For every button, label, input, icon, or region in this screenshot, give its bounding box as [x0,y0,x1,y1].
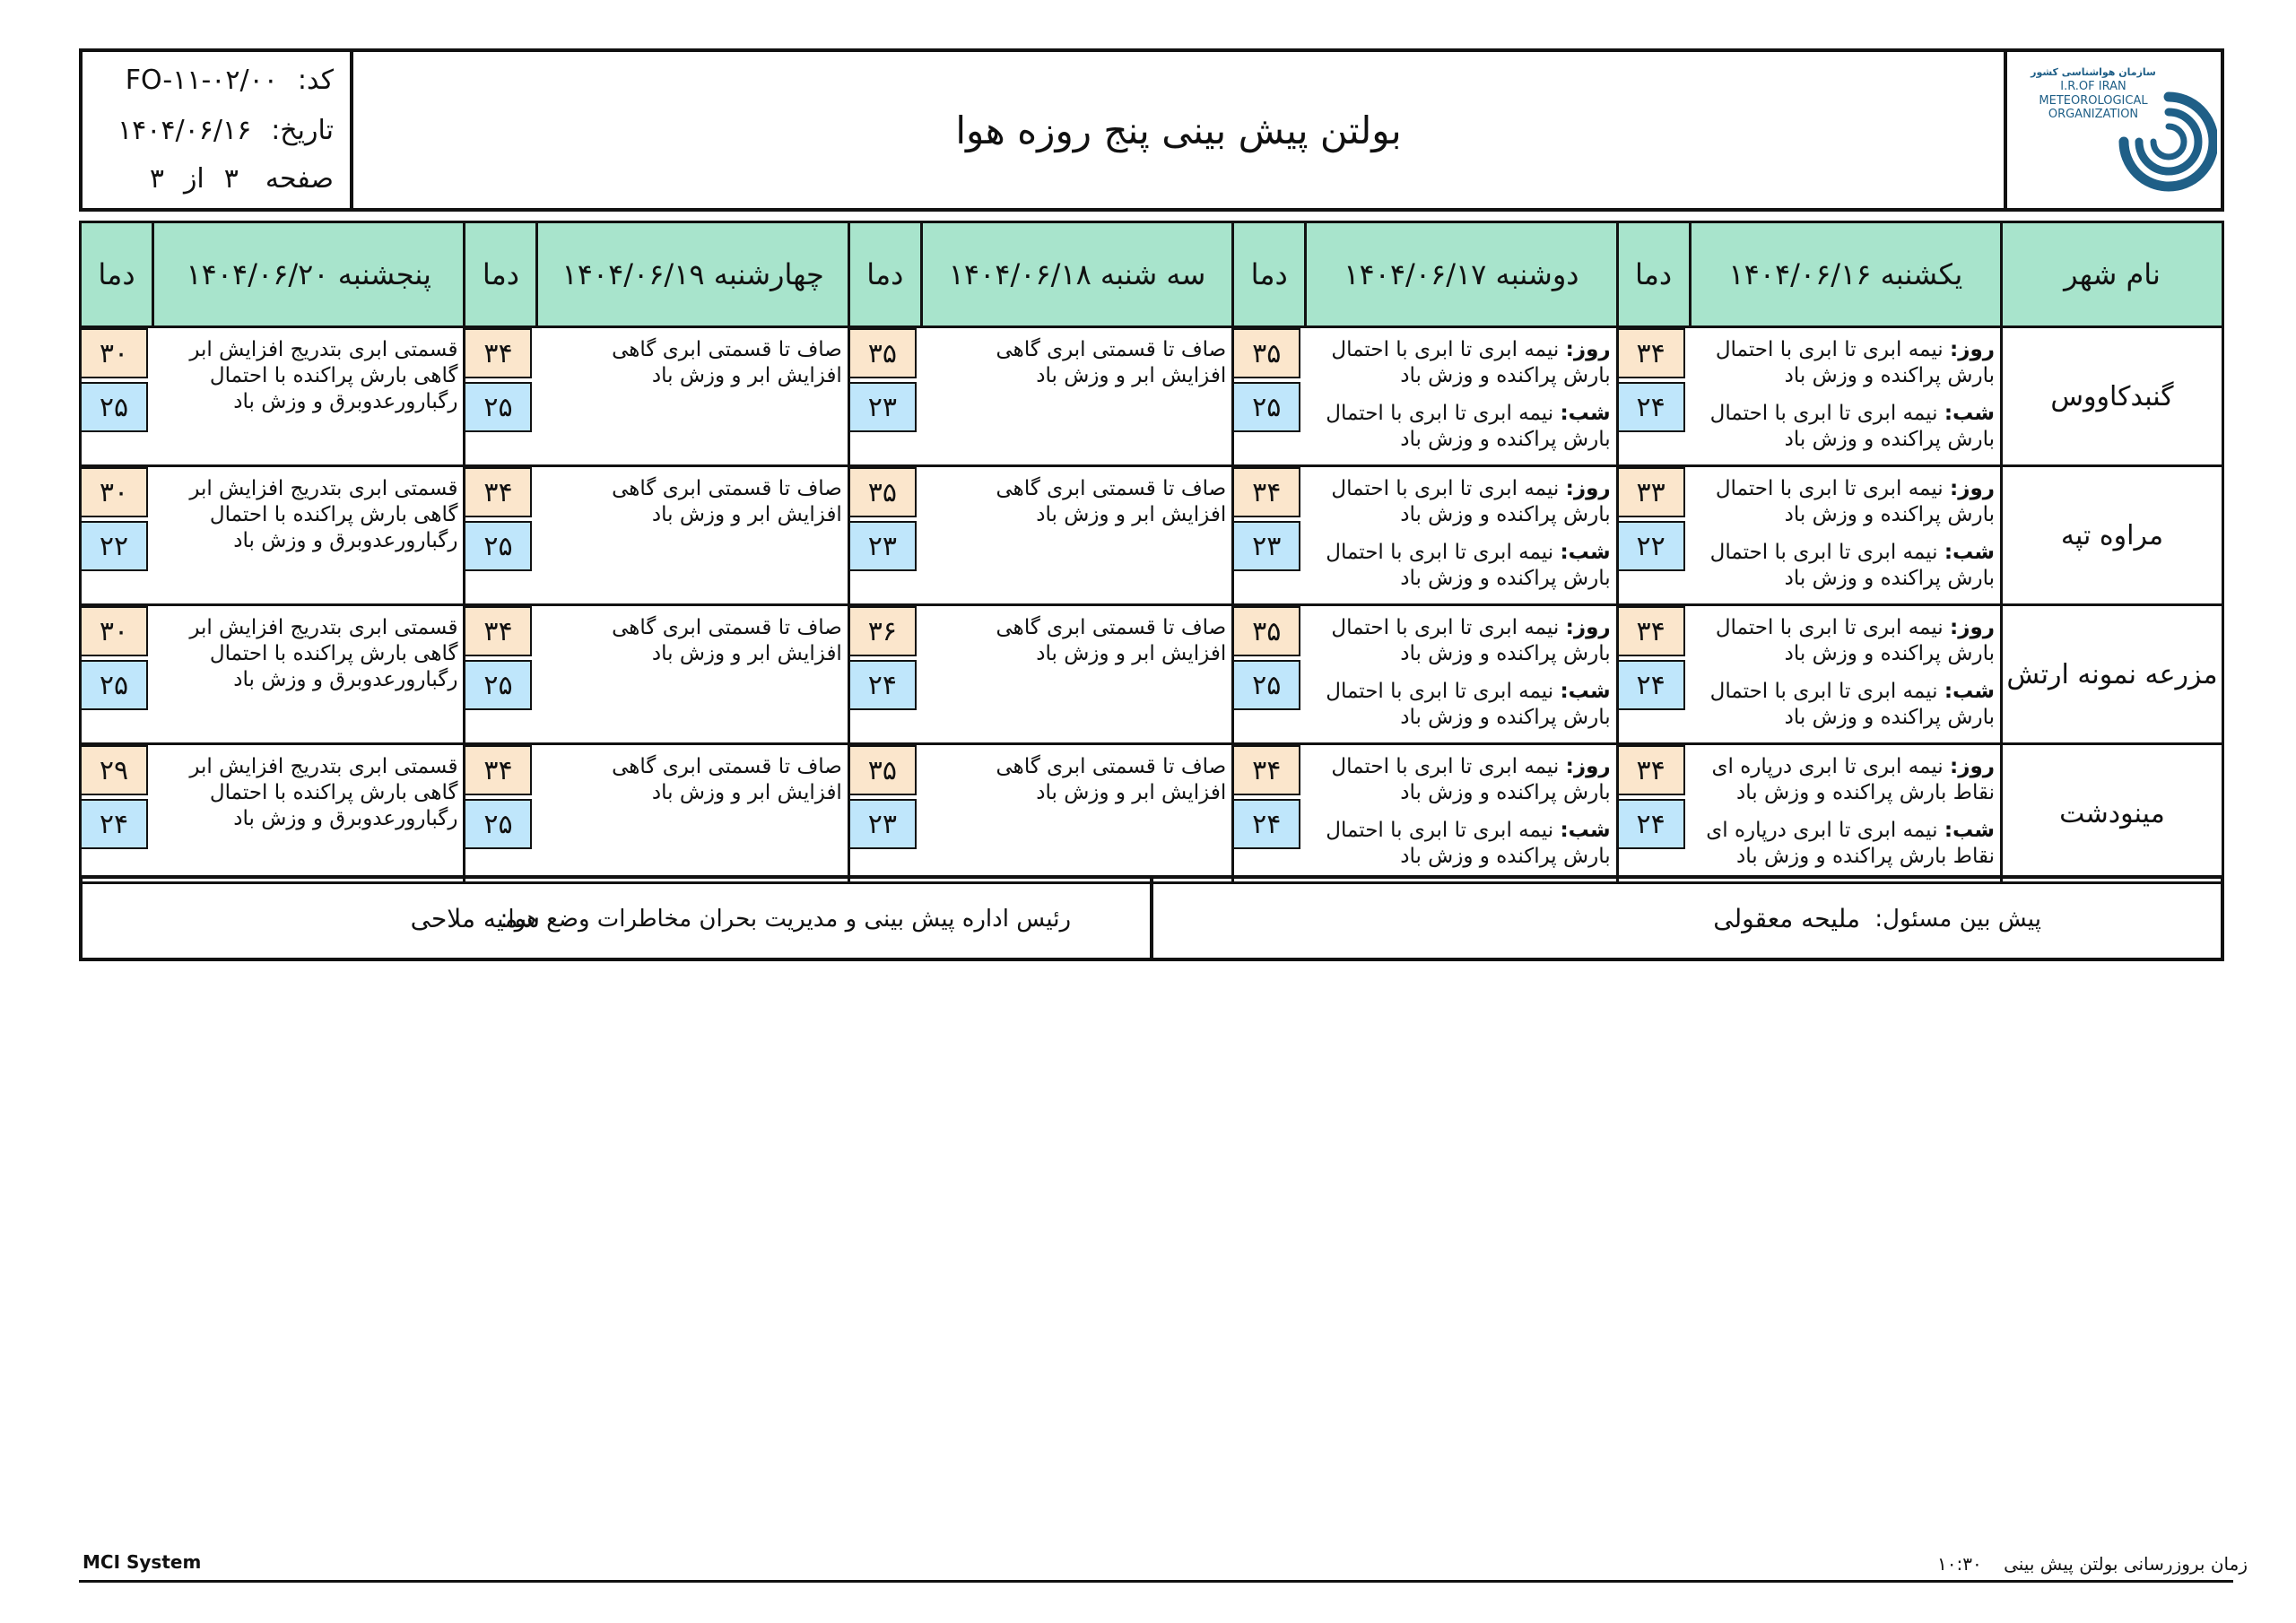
night-text: نیمه ابری تا ابری با احتمال بارش پراکنده و وزش باد [1326,819,1611,868]
forecast-description [537,466,848,605]
night-text: نیمه ابری تا ابری با احتمال بارش پراکنده و وزش باد [1326,541,1611,590]
forecast-text: قسمتی ابری بتدریج افزایش ابر گاهی بارش پراکنده با احتمال رگبارورعدوبرق و وزش باد [189,338,458,413]
forecast-text: صاف تا قسمتی ابری گاهی افزایش ابر و وزش باد [612,755,842,804]
night-label: شب: [1944,402,1995,425]
night-forecast [1311,401,1611,453]
update-time-note [1937,1553,2248,1575]
temperature-cell [1617,327,1690,466]
table-row [81,744,2223,883]
forecast-text: صاف تا قسمتی ابری گاهی افزایش ابر و وزش باد [996,616,1227,665]
max-temp: ۳۵ [850,467,917,517]
temp-header: دما [465,222,537,327]
temperature-cell [81,327,153,466]
min-temp: ۲۴ [850,660,917,710]
temperature-cell [1617,466,1690,605]
temperature-cell [848,605,921,744]
forecast-description [1690,605,2001,744]
day-text: نیمه ابری تا ابری با احتمال بارش پراکنده و وزش باد [1331,338,1611,387]
min-temp: ۲۵ [82,382,148,432]
temperature-cell [81,744,153,883]
max-temp: ۳۳ [1619,467,1685,517]
day-forecast [1311,476,1611,528]
chief-cell [83,879,1150,958]
forecast-description [153,744,465,883]
day-text: نیمه ابری تا ابری با احتمال بارش پراکنده و وزش باد [1715,616,1995,665]
day-header: چهارشنبه ۱۴۰۴/۰۶/۱۹ [537,222,848,327]
table-header-row [81,222,2223,327]
night-label: شب: [1944,680,1995,703]
max-temp: ۳۴ [1619,606,1685,656]
min-temp: ۲۳ [1234,521,1300,571]
max-temp: ۳۴ [465,467,532,517]
forecast-description [537,744,848,883]
temp-header: دما [81,222,153,327]
table-row [81,327,2223,466]
day-header: یکشنبه ۱۴۰۴/۰۶/۱۶ [1690,222,2001,327]
night-text: نیمه ابری تا ابری با احتمال بارش پراکنده و وزش باد [1709,402,1995,451]
forecast-text: صاف تا قسمتی ابری گاهی افزایش ابر و وزش باد [612,616,842,665]
logo-line1: I.R.OF IRAN [2060,80,2126,93]
table-row [81,466,2223,605]
forecaster-cell [1150,879,2221,958]
day-label: روز: [1950,755,1995,778]
min-temp: ۲۴ [82,799,148,849]
night-forecast [1311,540,1611,592]
day-label: روز: [1565,755,1611,778]
temperature-cell [465,744,537,883]
day-forecast [1311,615,1611,667]
temp-header: دما [1617,222,1690,327]
night-forecast [1311,679,1611,731]
temperature-cell [465,466,537,605]
day-text: نیمه ابری تا ابری با احتمال بارش پراکنده و وزش باد [1715,338,1995,387]
night-forecast [1695,401,1995,453]
logo-line2: METEOROLOGICAL [2039,94,2148,108]
page-label: صفحه [265,163,334,195]
temperature-cell [465,605,537,744]
page-title: بولتن پیش بینی پنج روزه هوا [955,108,1402,152]
update-label: زمان بروزرسانی بولتن پیش بینی [2004,1553,2248,1575]
page-total: ۳ [149,163,164,195]
day-header: سه شنبه ۱۴۰۴/۰۶/۱۸ [921,222,1232,327]
max-temp: ۳۴ [465,328,532,378]
max-temp: ۳۴ [465,745,532,795]
night-label: شب: [1944,819,1995,842]
temperature-cell [848,466,921,605]
forecast-description [1306,605,1617,744]
forecast-text: صاف تا قسمتی ابری گاهی افزایش ابر و وزش باد [996,755,1227,804]
update-time: ۱۰:۳۰ [1937,1553,1982,1575]
signature-box [79,875,2224,961]
min-temp: ۲۵ [82,660,148,710]
temperature-cell [81,466,153,605]
city-name: مراوه تپه [2002,466,2223,605]
forecast-description [537,327,848,466]
day-forecast [1695,615,1995,667]
temp-header: دما [848,222,921,327]
min-temp: ۲۲ [1619,521,1685,571]
forecast-description [1306,466,1617,605]
max-temp: ۳۴ [1619,328,1685,378]
day-forecast [1311,754,1611,806]
temperature-cell [848,744,921,883]
night-text: نیمه ابری تا ابری درپاره ای نقاط بارش پراکنده و وزش باد [1706,819,1995,868]
night-forecast [1695,679,1995,731]
forecast-text: قسمتی ابری بتدریج افزایش ابر گاهی بارش پراکنده با احتمال رگبارورعدوبرق و وزش باد [189,755,458,830]
max-temp: ۳۵ [1234,328,1300,378]
forecast-description [921,605,1232,744]
system-name: MCI System [83,1551,202,1573]
temperature-cell [81,605,153,744]
forecast-text: صاف تا قسمتی ابری گاهی افزایش ابر و وزش باد [996,338,1227,387]
forecast-description [153,327,465,466]
min-temp: ۲۵ [465,660,532,710]
forecast-description [1306,744,1617,883]
forecast-description [1690,327,2001,466]
page-number: ۳ [223,163,239,195]
max-temp: ۳۵ [850,745,917,795]
table-row [81,605,2223,744]
forecast-table [79,221,2224,884]
day-label: روز: [1565,616,1611,639]
day-forecast [1695,754,1995,806]
day-text: نیمه ابری تا ابری با احتمال بارش پراکنده و وزش باد [1331,616,1611,665]
forecast-description [921,327,1232,466]
forecaster-label: پیش بین مسئول: [1874,906,2041,933]
temperature-cell [1233,605,1306,744]
night-text: نیمه ابری تا ابری با احتمال بارش پراکنده و وزش باد [1326,680,1611,729]
night-label: شب: [1560,819,1611,842]
min-temp: ۲۴ [1619,799,1685,849]
night-forecast [1695,818,1995,870]
temperature-cell [1233,327,1306,466]
min-temp: ۲۴ [1619,660,1685,710]
max-temp: ۳۴ [1234,745,1300,795]
forecast-description [921,744,1232,883]
max-temp: ۳۰ [82,328,148,378]
irimo-logo-icon [2007,52,2217,208]
day-text: نیمه ابری تا ابری درپاره ای نقاط بارش پراکنده و وزش باد [1711,755,1995,804]
meta-date [117,115,334,146]
day-label: روز: [1565,338,1611,361]
min-temp: ۲۳ [850,521,917,571]
forecast-text: قسمتی ابری بتدریج افزایش ابر گاهی بارش پراکنده با احتمال رگبارورعدوبرق و وزش باد [189,477,458,552]
min-temp: ۲۳ [850,382,917,432]
forecast-text: صاف تا قسمتی ابری گاهی افزایش ابر و وزش باد [996,477,1227,526]
forecast-description [1690,744,2001,883]
night-text: نیمه ابری تا ابری با احتمال بارش پراکنده و وزش باد [1709,680,1995,729]
day-text: نیمه ابری تا ابری با احتمال بارش پراکنده و وزش باد [1331,755,1611,804]
min-temp: ۲۵ [465,799,532,849]
forecast-text: صاف تا قسمتی ابری گاهی افزایش ابر و وزش باد [612,338,842,387]
day-header: دوشنبه ۱۴۰۴/۰۶/۱۷ [1306,222,1617,327]
document-meta [83,52,353,208]
forecast-description [537,605,848,744]
max-temp: ۳۰ [82,606,148,656]
temperature-cell [1617,744,1690,883]
max-temp: ۳۵ [1234,606,1300,656]
night-label: شب: [1944,541,1995,564]
temperature-cell [1233,466,1306,605]
min-temp: ۲۵ [465,382,532,432]
forecast-description [153,466,465,605]
day-label: روز: [1950,338,1995,361]
max-temp: ۳۵ [850,328,917,378]
city-name: مینودشت [2002,744,2223,883]
irimo-logo [2004,52,2221,208]
footer-divider [79,1580,2233,1583]
forecast-text: قسمتی ابری بتدریج افزایش ابر گاهی بارش پراکنده با احتمال رگبارورعدوبرق و وزش باد [189,616,458,691]
min-temp: ۲۲ [82,521,148,571]
temperature-cell [848,327,921,466]
night-label: شب: [1560,541,1611,564]
forecast-description [1690,466,2001,605]
temperature-cell [465,327,537,466]
min-temp: ۲۵ [1234,660,1300,710]
date-value: ۱۴۰۴/۰۶/۱۶ [117,115,252,146]
day-text: نیمه ابری تا ابری با احتمال بارش پراکنده و وزش باد [1331,477,1611,526]
day-forecast [1695,337,1995,389]
meta-page [150,163,334,195]
logo-text-fa: سازمان هواشناسی کشور [2031,66,2156,78]
temperature-cell [1617,605,1690,744]
min-temp: ۲۵ [465,521,532,571]
min-temp: ۲۴ [1619,382,1685,432]
max-temp: ۳۴ [465,606,532,656]
forecast-body [81,327,2223,883]
night-text: نیمه ابری تا ابری با احتمال بارش پراکنده و وزش باد [1709,541,1995,590]
forecast-text: صاف تا قسمتی ابری گاهی افزایش ابر و وزش باد [612,477,842,526]
forecast-description [1306,327,1617,466]
day-label: روز: [1565,477,1611,500]
day-label: روز: [1950,477,1995,500]
day-header: پنجشنبه ۱۴۰۴/۰۶/۲۰ [153,222,465,327]
night-label: شب: [1560,402,1611,425]
day-forecast [1311,337,1611,389]
min-temp: ۲۳ [850,799,917,849]
logo-line3: ORGANIZATION [2048,108,2139,121]
code-label: کد: [297,65,334,96]
page-of: از [183,163,204,195]
city-name: گنبدکاووس [2002,327,2223,466]
day-forecast [1695,476,1995,528]
forecast-description [153,605,465,744]
chief-name: سمیه ملاحی [410,904,540,933]
max-temp: ۳۰ [82,467,148,517]
date-label: تاریخ: [271,115,334,146]
night-forecast [1311,818,1611,870]
night-label: شب: [1560,680,1611,703]
max-temp: ۲۹ [82,745,148,795]
code-value: FO-۱۱-۰۲/۰۰ [125,65,278,96]
min-temp: ۲۴ [1234,799,1300,849]
city-header: نام شهر [2002,222,2223,327]
meta-code [126,65,334,96]
temperature-cell [1233,744,1306,883]
max-temp: ۳۶ [850,606,917,656]
day-label: روز: [1950,616,1995,639]
temp-header: دما [1233,222,1306,327]
chief-label: رئیس اداره پیش بینی و مدیریت بحران مخاطرات وضع هوا: [500,906,1071,933]
night-forecast [1695,540,1995,592]
city-name: مزرعه نمونه ارتش [2002,605,2223,744]
forecast-description [921,466,1232,605]
max-temp: ۳۴ [1234,467,1300,517]
bulletin-header [79,48,2224,212]
day-text: نیمه ابری تا ابری با احتمال بارش پراکنده و وزش باد [1715,477,1995,526]
min-temp: ۲۵ [1234,382,1300,432]
max-temp: ۳۴ [1619,745,1685,795]
forecaster-name: ملیحه معقولی [1713,904,1860,933]
night-text: نیمه ابری تا ابری با احتمال بارش پراکنده و وزش باد [1326,402,1611,451]
